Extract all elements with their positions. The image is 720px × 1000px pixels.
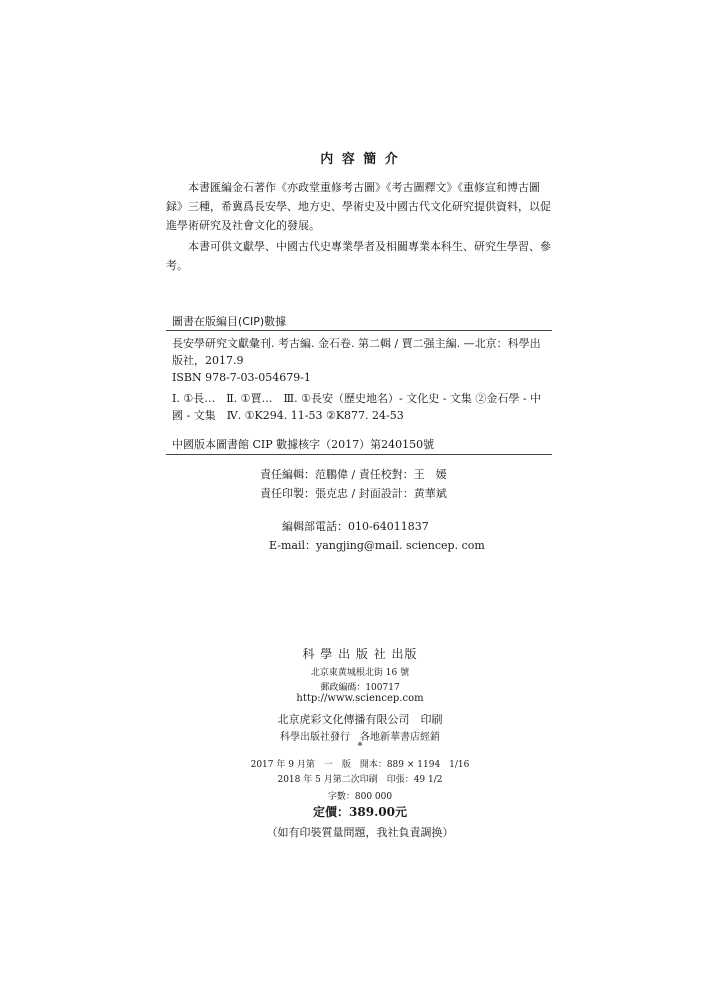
quality-notice: （如有印裝質量問題，我社負責調换）	[266, 826, 454, 839]
cip-record	[172, 335, 550, 386]
separator-star: *	[357, 741, 363, 752]
cip-subjects: Ⅰ. ①長… Ⅱ. ①賈… Ⅲ. ①長安（歷史地名）- 文化史 - 文集 ②金石學 - 中國 - 文集 Ⅳ. ①K294. 11-53 ②K877. 24-53	[172, 392, 542, 422]
word-count: 字數：800 000	[327, 792, 393, 802]
intro-paragraph-2: 本書可供文獻學、中國古代史專業學者及相關專業本科生、研究生學習、參考。	[166, 240, 551, 272]
publisher-name: 科 學 出 版 社 出版	[302, 647, 418, 661]
editorial-email: E-mail：yangjing@mail. sciencep. com	[269, 539, 485, 552]
cip-record-text: 長安學研究文獻彙刊. 考古編. 金石卷. 第二輯 / 賈二强主編. —北京：科學出版社，2017.9	[172, 337, 541, 367]
distribution-line: 科學出版社發行 各地新華書店經銷	[280, 732, 440, 743]
cip-isbn: ISBN 978-7-03-054679-1	[172, 371, 311, 384]
intro-title: 内 容 簡 介	[320, 152, 400, 167]
publisher-address: 北京東黄城根北街 16 號	[310, 668, 410, 678]
cip-top-rule	[166, 330, 552, 331]
edition-line-2: 2018 年 5 月第二次印刷 印張：49 1/2	[277, 775, 443, 785]
intro-paragraph-1: 本書匯編金石著作《亦政堂重修考古圖》《考古圖釋文》《重修宣和博古圖録》三種，希冀爲長安學、地方史、學術史及中國古代文化研究提供資料，以促進學術研究及社會文化的發展。	[166, 181, 551, 232]
publisher-postcode: 郵政編碼：100717	[320, 683, 400, 693]
editorial-phone: 編輯部電話：010-64011837	[282, 520, 429, 533]
price: 定價：389.00元	[313, 805, 407, 819]
production-credits: 責任印製：張克忠 / 封面設計：黄華斌	[260, 487, 447, 500]
publisher-url: http://www.sciencep.com	[296, 693, 424, 704]
editor-credits: 責任編輯：范鵬偉 / 責任校對：王 媛	[260, 468, 447, 481]
edition-line-1: 2017 年 9 月第 一 版 開本：889 × 1194 1/16	[250, 760, 470, 770]
cip-note: 中國版本圖書館 CIP 數據核字（2017）第240150號	[172, 438, 435, 451]
cip-heading: 圖書在版編目(CIP)數據	[172, 315, 287, 328]
cip-bottom-rule	[166, 454, 552, 455]
printer-line: 北京虎彩文化傳播有限公司 印刷	[277, 713, 443, 726]
